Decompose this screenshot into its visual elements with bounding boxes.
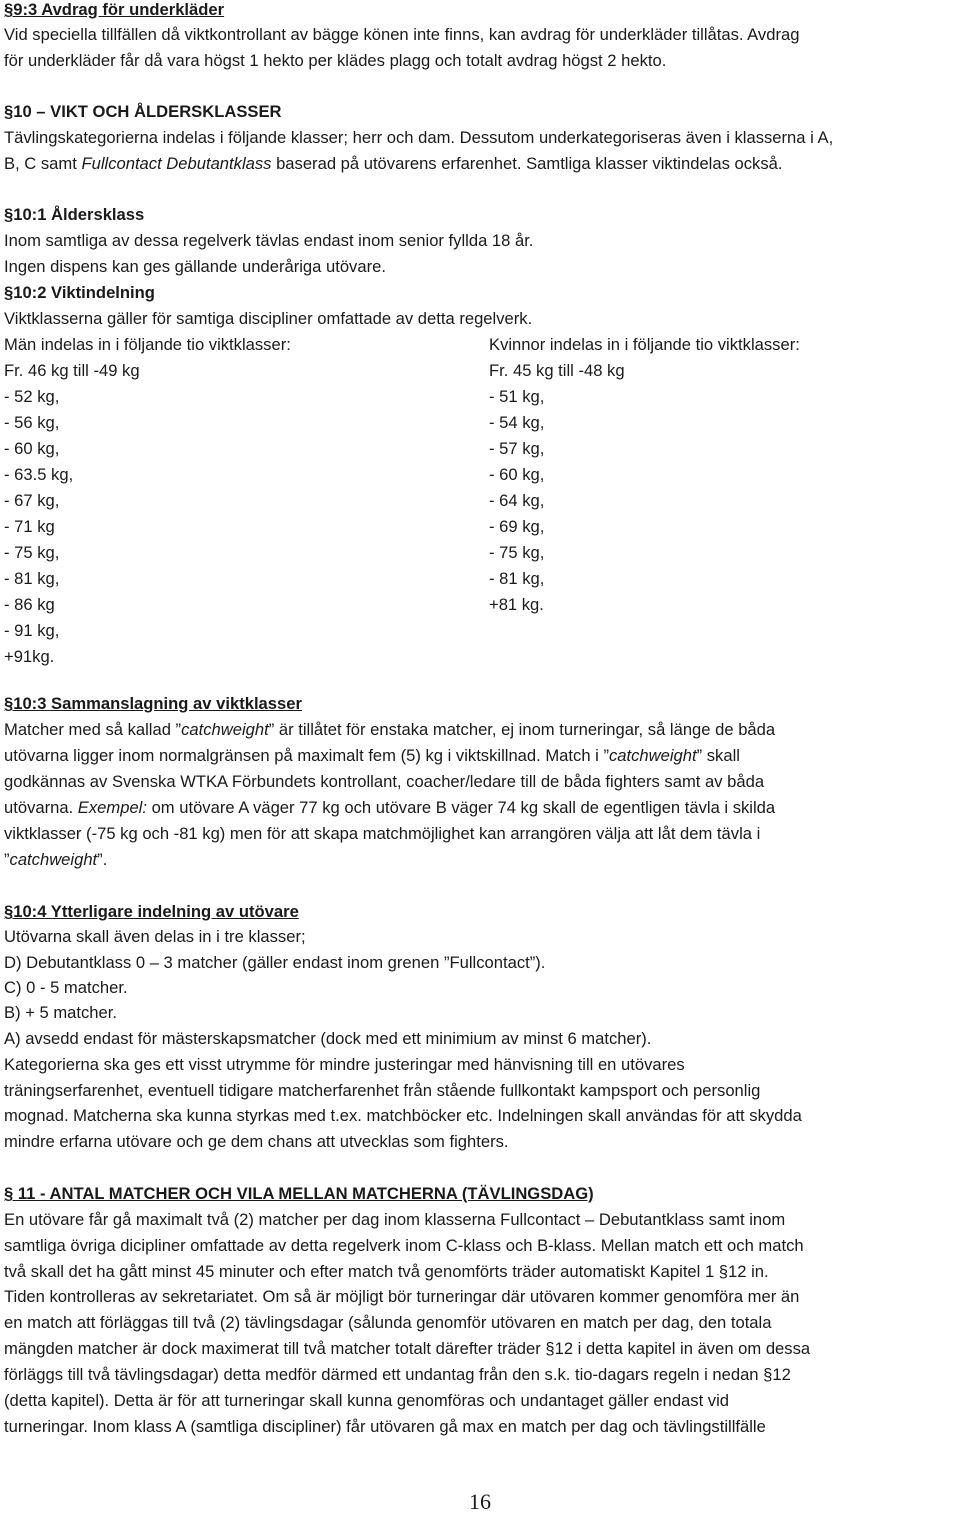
text-run: utövarna ligger inom normalgränsen på maximalt fem (5) kg i viktskillnad. Match i ” [4, 746, 609, 765]
paragraph-line [4, 717, 775, 743]
men-weight-class: - 63.5 kg, [4, 465, 74, 484]
section-9-3-heading: §9:3 Avdrag för underkläder [4, 0, 225, 19]
women-weight-class: - 60 kg, [489, 465, 545, 484]
men-weight-class: - 91 kg, [4, 621, 60, 640]
section-11-heading: § 11 - ANTAL MATCHER OCH VILA MELLAN MATCHERNA (TÄVLINGSDAG) [4, 1184, 594, 1203]
text-run: ”. [97, 850, 108, 869]
class-d-line: D) Debutantklass 0 – 3 matcher (gäller endast inom grenen ”Fullcontact”). [4, 953, 546, 972]
men-weight-class: - 56 kg, [4, 413, 60, 432]
paragraph-line: Kategorierna ska ges ett visst utrymme för mindre justeringar med hänvisning till en utövares [4, 1055, 685, 1074]
class-c-line: C) 0 - 5 matcher. [4, 978, 128, 997]
section-10-heading: §10 – VIKT OCH ÅLDERSKLASSER [4, 102, 282, 121]
paragraph-line: en match att förläggas till två (2) tävlingsdagar (sålunda genomför utövaren en match per dag, den totala [4, 1313, 772, 1332]
men-weight-class: - 81 kg, [4, 569, 60, 588]
paragraph-line: samtliga övriga dicipliner omfattade av detta regelverk inom C-klass och B-klass. Mellan match ett och match [4, 1236, 804, 1255]
men-weight-class: - 60 kg, [4, 439, 60, 458]
paragraph-line: Tävlingskategorierna indelas i följande klasser; herr och dam. Dessutom underkategoriseras även i klasserna i A, [4, 128, 834, 147]
italic-term: Fullcontact Debutantklass [81, 154, 272, 173]
paragraph-line: mindre erfarna utövare och ge dem chans att utvecklas som fighters. [4, 1132, 509, 1151]
paragraph-line: förläggs till två tävlingsdagar) detta medför därmed ett undantag från den s.k. tio-dagars regeln i nedan §12 [4, 1365, 791, 1384]
paragraph-line: Tiden kontrolleras av sekretariatet. Om så är möjligt bör turneringar där utövaren kommer genomföra mer än [4, 1287, 800, 1306]
paragraph-line: turneringar. Inom klass A (samtliga discipliner) får utövaren gå max en match per dag och tävlingstillfälle [4, 1417, 766, 1436]
men-weight-class: - 71 kg [4, 517, 55, 536]
text-run: ” är tillåtet för enstaka matcher, ej inom turneringar, så länge de båda [268, 720, 776, 739]
section-10-1-heading: §10:1 Åldersklass [4, 205, 145, 224]
women-weight-class: - 64 kg, [489, 491, 545, 510]
women-weight-class: - 69 kg, [489, 517, 545, 536]
paragraph-line: Utövarna skall även delas in i tre klasser; [4, 927, 306, 946]
paragraph-line: Viktklasserna gäller för samtiga discipliner omfattade av detta regelverk. [4, 309, 533, 328]
italic-term: Exempel: [77, 798, 147, 817]
paragraph-line: träningserfarenhet, eventuell tidigare matcherfarenhet från stående fullkontakt kampsport och personlig [4, 1081, 761, 1100]
paragraph-line: En utövare får gå maximalt två (2) matcher per dag inom klasserna Fullcontact – Debutantklass samt inom [4, 1210, 786, 1229]
paragraph-line [4, 795, 775, 821]
text-run: B, C samt [4, 154, 82, 173]
women-weight-class: - 75 kg, [489, 543, 545, 562]
paragraph-line [4, 847, 107, 873]
women-weight-class: - 57 kg, [489, 439, 545, 458]
paragraph-line: (detta kapitel). Detta är för att turneringar skall kunna genomföras och undantaget gäller endast vid [4, 1391, 730, 1410]
men-weight-class: - 75 kg, [4, 543, 60, 562]
text-run: ” [4, 850, 10, 869]
italic-term: catchweight [608, 746, 697, 765]
text-run: utövarna. [4, 798, 78, 817]
paragraph-line: viktklasser (-75 kg och -81 kg) men för att skapa matchmöjlighet kan arrangören välja att låt dem tävla i [4, 824, 761, 843]
paragraph-line [4, 743, 740, 769]
men-weight-class: - 86 kg [4, 595, 55, 614]
paragraph-line: mängden matcher är dock maximerat till två matcher totalt därefter träder §12 i detta kapitel in även om dessa [4, 1339, 811, 1358]
women-weight-class: - 54 kg, [489, 413, 545, 432]
class-b-line: B) + 5 matcher. [4, 1003, 117, 1022]
women-weight-class: - 81 kg, [489, 569, 545, 588]
section-10-4-heading: §10:4 Ytterligare indelning av utövare [4, 902, 299, 921]
men-weight-class: +91kg. [4, 647, 55, 666]
women-weight-class: +81 kg. [489, 595, 544, 614]
text-run: om utövare A väger 77 kg och utövare B väger 74 kg skall de egentligen tävla i skilda [146, 798, 776, 817]
text-run: baserad på utövarens erfarenhet. Samtliga klasser viktindelas också. [271, 154, 783, 173]
paragraph-line: mognad. Matcherna ska kunna styrkas med t.ex. matchböcker etc. Indelningen skall användas för att skydda [4, 1106, 802, 1125]
women-weight-class: - 51 kg, [489, 387, 545, 406]
section-10-2-heading: §10:2 Viktindelning [4, 283, 155, 302]
paragraph-line: två skall det ha gått minst 45 minuter och efter match två genomförts träder automatiskt Kapitel 1 §12 in. [4, 1262, 769, 1281]
paragraph-line: för underkläder får då vara högst 1 hekto per klädes plagg och totalt avdrag högst 2 hekto. [4, 51, 667, 70]
text-run: ” skall [696, 746, 740, 765]
section-10-3-heading: §10:3 Sammanslagning av viktklasser [4, 694, 302, 713]
page-number: 16 [469, 1489, 491, 1514]
men-weight-classes-header: Män indelas in i följande tio viktklasser: [4, 335, 291, 354]
paragraph-line: Inom samtliga av dessa regelverk tävlas endast inom senior fyllda 18 år. [4, 231, 534, 250]
paragraph-line: godkännas av Svenska WTKA Förbundets kontrollant, coacher/ledare till de båda fighters samt av båda [4, 772, 765, 791]
men-weight-class: - 67 kg, [4, 491, 60, 510]
men-weight-class: - 52 kg, [4, 387, 60, 406]
text-run: Matcher med så kallad ” [4, 720, 182, 739]
italic-term: catchweight [9, 850, 98, 869]
italic-term: catchweight [181, 720, 269, 739]
paragraph-line: Ingen dispens kan ges gällande underåriga utövare. [4, 257, 386, 276]
class-a-line: A) avsedd endast för mästerskapsmatcher (dock med ett minimium av minst 6 matcher). [4, 1029, 652, 1048]
men-weight-class: Fr. 46 kg till -49 kg [4, 361, 140, 380]
women-weight-classes-header: Kvinnor indelas in i följande tio viktklasser: [489, 335, 800, 354]
women-weight-class: Fr. 45 kg till -48 kg [489, 361, 625, 380]
paragraph-line: Vid speciella tillfällen då viktkontrollant av bägge könen inte finns, kan avdrag för underkläder tillåtas. Avdrag [4, 25, 800, 44]
paragraph-line [4, 151, 782, 177]
